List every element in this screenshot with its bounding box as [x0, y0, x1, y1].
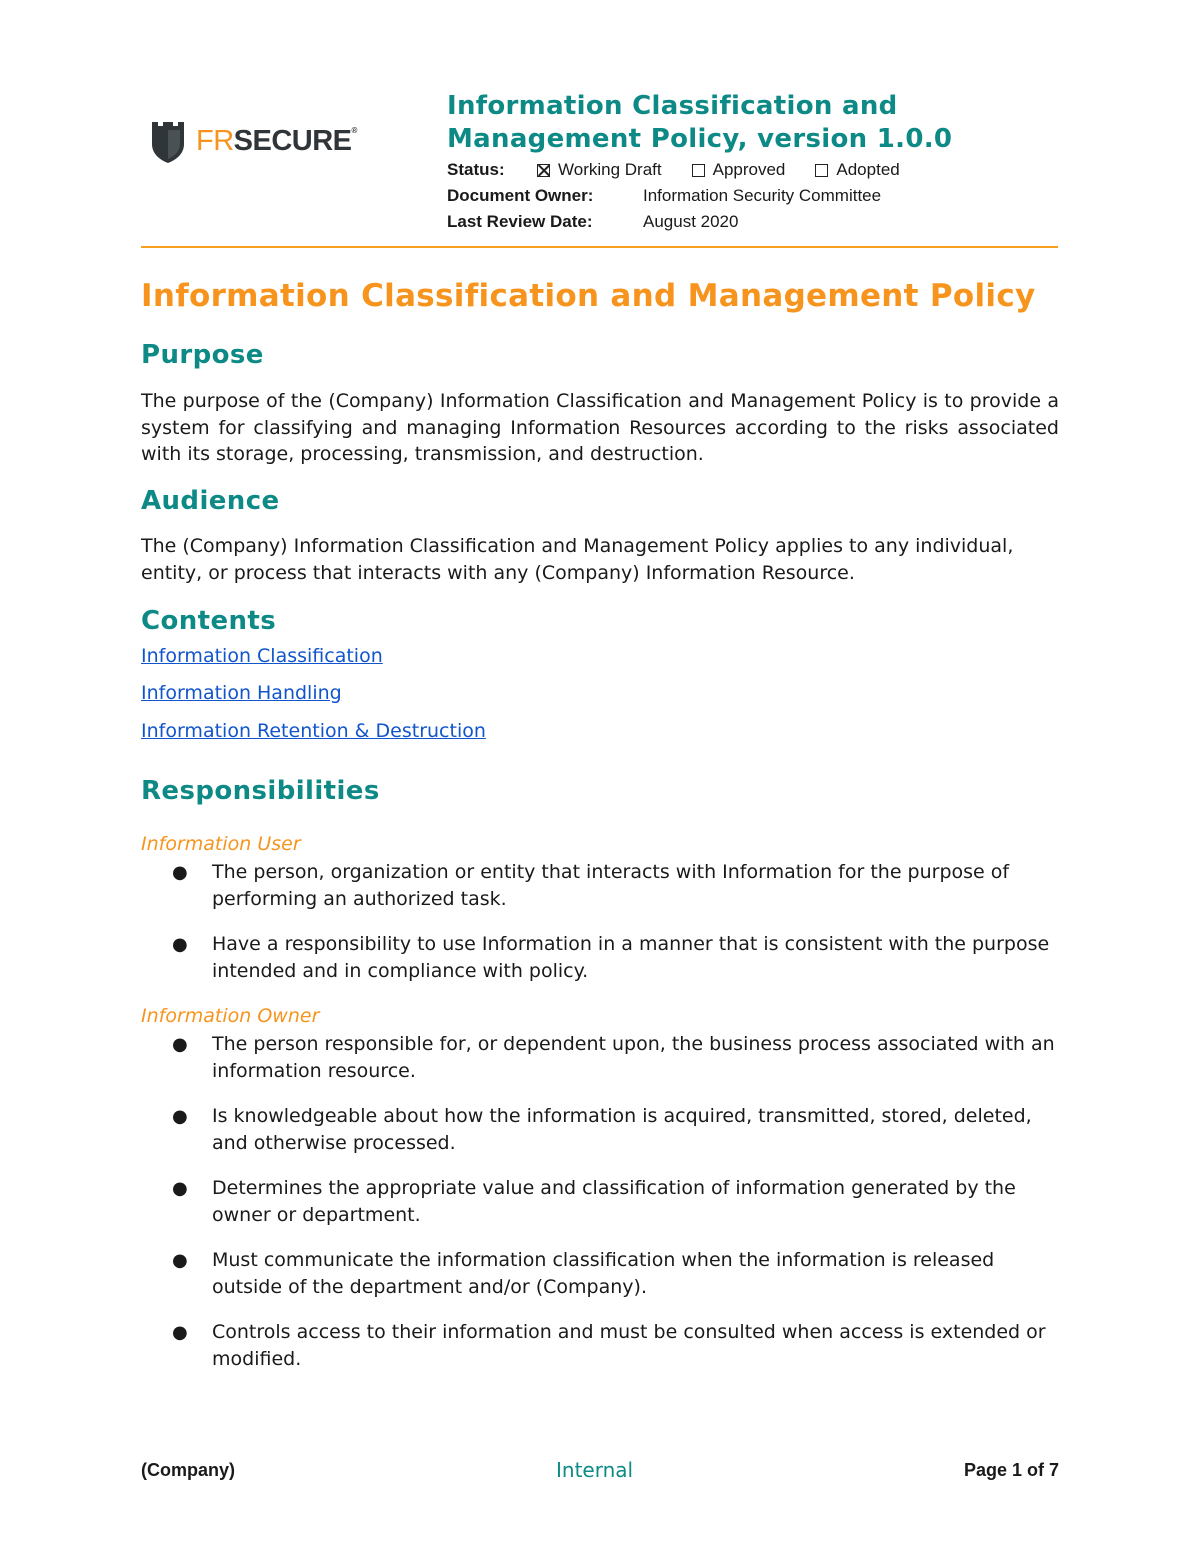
owner-row: [447, 183, 930, 209]
status-label: Status:: [447, 160, 505, 179]
bullet-icon: ●: [172, 1322, 188, 1343]
bullet-icon: ●: [172, 862, 188, 883]
information-user-heading: Information User: [141, 833, 301, 855]
contents-heading: Contents: [141, 606, 277, 636]
link-information-classification[interactable]: Information Classification: [141, 645, 383, 667]
link-information-retention-destruction[interactable]: Information Retention & Destruction: [141, 720, 486, 742]
review-date-value: August 2020: [643, 212, 739, 231]
unchecked-box-icon: [815, 164, 828, 177]
header-divider: [141, 246, 1058, 248]
owner-value: Information Security Committee: [643, 186, 882, 205]
status-approved[interactable]: Approved: [692, 160, 786, 180]
list-item: ● The person responsible for, or dependent upon, the business process associated with an information resource.: [172, 1031, 1062, 1085]
unchecked-box-icon: [692, 164, 705, 177]
document-title: Information Classification and Management Policy, version 1.0.0: [447, 91, 953, 154]
checked-box-icon: [537, 164, 550, 177]
bullet-icon: ●: [172, 1106, 188, 1127]
status-working-draft[interactable]: Working Draft: [537, 160, 662, 180]
logo-text-secure: SECURE: [233, 124, 352, 157]
review-date-label: Last Review Date:: [447, 212, 593, 231]
responsibilities-heading: Responsibilities: [141, 776, 380, 806]
audience-heading: Audience: [141, 486, 280, 516]
list-item: ● Must communicate the information classification when the information is released outside of the department and/or (Company).: [172, 1247, 1062, 1301]
review-date-row: [447, 209, 930, 235]
bullet-icon: ●: [172, 1034, 188, 1055]
footer-classification: Internal: [556, 1458, 634, 1482]
main-title: Information Classification and Management Policy: [141, 278, 1036, 314]
purpose-heading: Purpose: [141, 340, 264, 370]
list-item: ● Have a responsibility to use Information in a manner that is consistent with the purpose intended and in compliance with policy.: [172, 931, 1062, 985]
footer-page-number: Page 1 of 7: [963, 1460, 1059, 1480]
list-item: ● The person, organization or entity that interacts with Information for the purpose of performing an authorized task.: [172, 859, 1062, 913]
owner-label: Document Owner:: [447, 186, 594, 205]
list-item: ● Is knowledgeable about how the information is acquired, transmitted, stored, deleted, and otherwise processed.: [172, 1103, 1062, 1157]
list-item: ● Determines the appropriate value and classification of information generated by the owner or department.: [172, 1175, 1062, 1229]
bullet-icon: ●: [172, 1178, 188, 1199]
audience-text: The (Company) Information Classification and Management Policy applies to any individual, entity, or process that interacts with any (Company) Information Resource.: [141, 535, 1014, 584]
purpose-text: The purpose of the (Company) Information Classification and Management Policy is to provide a system for classifying and managing Information Resources according to the risks associated with its storage, processing, transmission, and destruction.: [141, 390, 1059, 465]
shield-icon: [150, 118, 186, 164]
bullet-icon: ●: [172, 1250, 188, 1271]
bullet-icon: ●: [172, 934, 188, 955]
link-information-handling[interactable]: Information Handling: [141, 682, 342, 704]
frsecure-logo: FRSECURE®: [150, 118, 357, 164]
footer-company: (Company): [141, 1460, 235, 1480]
document-meta: [447, 157, 930, 235]
status-adopted[interactable]: Adopted: [815, 160, 899, 180]
information-owner-heading: Information Owner: [141, 1005, 320, 1027]
list-item: ● Controls access to their information and must be consulted when access is extended or modified.: [172, 1319, 1062, 1373]
status-row: [447, 157, 930, 183]
logo-text-fr: FR: [196, 124, 234, 157]
